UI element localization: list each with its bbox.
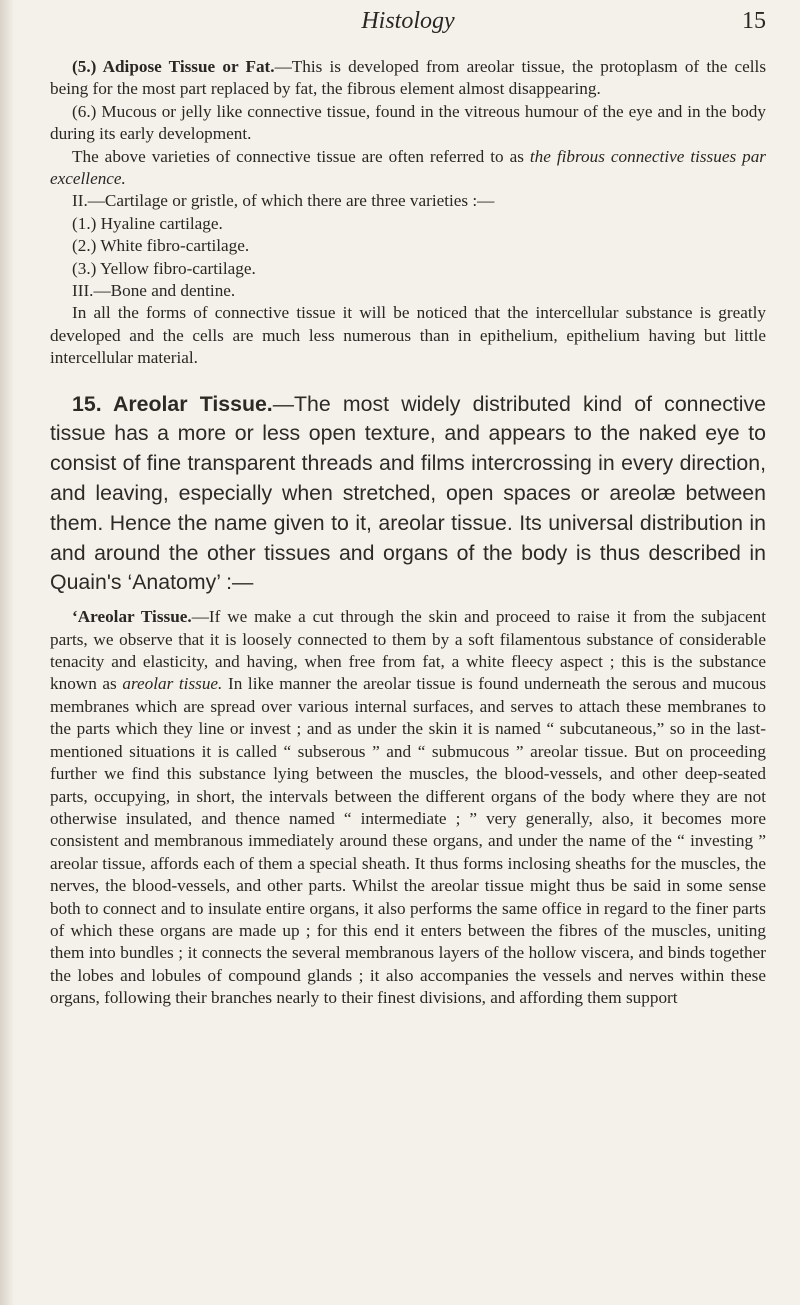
quotation-italic-term: areolar tissue. — [122, 674, 223, 694]
paragraph-cartilage: II.—Cartilage or gristle, of which there are three varieties :— — [72, 191, 495, 211]
paragraph-intercellular-substance: In all the forms of connective tissue it will be noticed that the intercellular substance is greatly developed and the cells are much less numerous than in epithelium, epithelium having but little intercellular material. — [50, 303, 766, 368]
page-number: 15 — [742, 8, 766, 34]
running-head: Histology — [361, 8, 455, 34]
section-text: —The most widely distributed kind of connective tissue has a more or less open texture, and appears to the naked eye to consist of fine transparent threads and films intercrossing in every direction, and leaving, especially when stretched, open spaces or areolæ between them. Hence the name given to it, areolar tissue. Its universal distribution in and around the other tissues and organs of the body is thus described in Quain's ‘Anatomy’ :— — [50, 391, 766, 595]
book-spine-shadow — [0, 0, 14, 1305]
quain-quotation — [50, 606, 766, 1009]
list-item-yellow-fibro: (3.) Yellow fibro-cartilage. — [72, 258, 256, 278]
paragraph-fibrous-varieties — [50, 146, 766, 191]
list-item-white-fibro: (2.) White fibro-cartilage. — [72, 236, 250, 256]
book-page — [50, 0, 766, 1010]
quotation-text-2: In like manner the areolar tissue is found underneath the serous and mucous membranes which are spread over various internal surfaces, and serves to attach these membranes to the parts which they line or invest ; and as under the skin it is named “ subcutaneous,” so in the last-mentioned situations it is called “ subserous ” and “ submucous ” areolar tissue. But on proceeding further we find this substance lying between the muscles, the blood-vessels, and other deep-seated parts, occupying, in short, the intervals between the different organs of the body where they are not otherwise insulated, and thence named “ intermediate ; ” very generally, also, it becomes more consistent and membranous immediately around these organs, and under the name of the “ investing ” areolar tissue, affords each of them a special sheath. It thus forms inclosing sheaths for the muscles, the nerves, the blood-vessels, and other parts. Whilst the areolar tissue might thus be said in some sense both to connect and to insulate entire organs, it also performs the same office in regard to the finer parts of which these organs are made up ; for this end it enters between the fibres of the muscles, uniting them into bundles ; it connects the several membranous layers of the hollow viscera, and binds together the lobes and lobules of compound glands ; it also accompanies the vessels and nerves within these organs, following their branches nearly to their finest divisions, and affording them support — [50, 674, 767, 1008]
paragraph-mucous-tissue: (6.) Mucous or jelly like connective tissue, found in the vitreous humour of the eye and in the body during its early development. — [50, 101, 766, 144]
fibrous-varieties-italic: the fibrous connective tissues par excellence. — [50, 146, 766, 189]
section-heading: 15. Areolar Tissue. — [72, 391, 273, 416]
page-header — [50, 0, 766, 56]
paragraph-adipose-tissue — [50, 56, 766, 101]
quotation-paragraph — [50, 606, 766, 1009]
list-item-hyaline: (1.) Hyaline cartilage. — [72, 213, 223, 233]
section-areolar-tissue — [50, 390, 766, 599]
quotation-label: ‘Areolar Tissue. — [72, 607, 192, 627]
paragraph-bone-dentine: III.—Bone and dentine. — [72, 281, 236, 301]
adipose-text: —This is developed from areolar tissue, the protoplasm of the cells being for the most part replaced by fat, the fibrous element almost disappearing. — [50, 57, 767, 99]
fibrous-varieties-text: The above varieties of connective tissue are often referred to as — [72, 146, 530, 166]
quotation-text-1: —If we make a cut through the skin and proceed to raise it from the subjacent parts, we observe that it is loosely connected to them by a soft filamentous substance of considerable tenacity and elasticity, and having, when free from fat, a white fleecy aspect ; this is the substance known as — [50, 607, 766, 694]
adipose-label: (5.) Adipose Tissue or Fat. — [72, 57, 275, 76]
